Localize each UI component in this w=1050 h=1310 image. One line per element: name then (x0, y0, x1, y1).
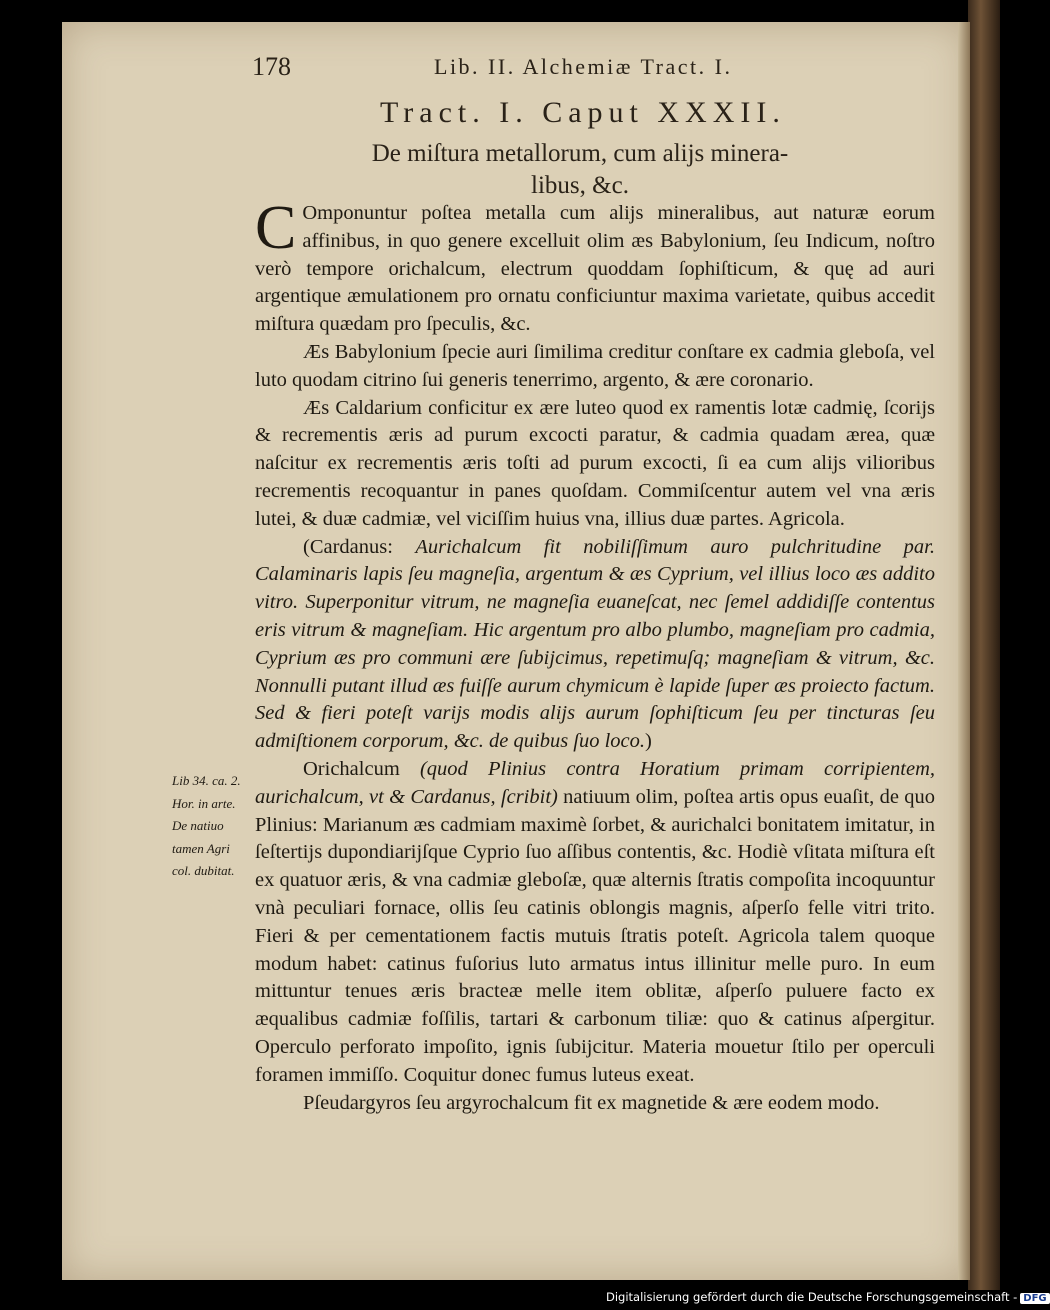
body-text (255, 194, 936, 1117)
paragraph-4-lead: (Cardanus: (303, 535, 416, 558)
paragraph-5 (255, 756, 935, 1090)
plinius-aside: (quod Plinius contra Horatium primam corripientem, aurichalcum, vt & Cardanus, ſcribit) (255, 757, 936, 808)
chapter-title: Tract. I. Caput XXXII. (380, 96, 786, 129)
paragraph-5-lead: Orichalcum (303, 757, 420, 780)
paragraph-1 (255, 194, 935, 339)
paragraph-4 (255, 534, 935, 756)
subtitle-line-1: De miſtura metallorum, cum alijs minera- (371, 140, 789, 167)
paragraph-1-text: Omponuntur poſtea metalla cum alijs mineralibus, aut naturæ eorum affinibus, in quo genere excelluit olim æs Babylonium, ſeu Indicum, noſtro verò tempore orichalcum, electrum quoddam ſophiſticum, & quę ad auri argentique æmulationem pro ornatu conficiuntur maxima varietate, quibus accedit miſtura quædam pro ſpeculis, &c. (255, 202, 935, 336)
paragraph-5-text: natiuum olim, poſtea artis opus euaſit, de quo Plinius: Marianum æs cadmiam maximè ſorbet, & aurichalci bonitatem imitatur, in ſeſtertijs dupondiarijſque Cyprio ſuo aſſibus contentis, &c. Hodiè vſitata miſtura eſt ex quatuor æris, & vna cadmiæ gleboſæ, quæ alternis ſtratis compoſita incoquuntur vnà peculiari fornace, ollis ſeu catinis oblongis magnis, aſperſo felle vitri trito. Fieri & per cementationem factis mutuis ſtratis poteſt. Agricola talem quoque modum habet: catinus fuſorius luto armatus intus illinitur melle puro. In eum mittuntur tenues æris bracteæ melle item oblitæ, aſperſo puluere facto ex æqualibus cadmiæ foſſilis, tartari & carbonum tiliæ: quo & catinus aſpergitur. Operculo perforato impoſito, ignis ſubijcitur. Materia mouetur ſtilo per operculi foramen immiſſo. Coquitur donec fumus luteus exeat. (255, 785, 935, 1086)
paragraph-6: Pſeudargyros ſeu argyrochalcum fit ex magnetide & ære eodem modo. (303, 1091, 880, 1114)
paragraph-3: Æs Caldarium conficitur ex ære luteo quod ex ramentis lotæ cadmię, ſcorijs & recrementis æris ad purum excocti paratur, & cadmia quadam ærea, quæ naſcitur ex recrementis æris toſti ad purum excocti, ſi ea cum alijs vilioribus recrementis recoquantur in panes quoſdam. Commiſcentur autem vel vna æris lutei, & duæ cadmiæ, vel viciſſim huius vna, illius duæ partes. Agricola. (255, 396, 935, 530)
book-spine (968, 0, 1000, 1290)
marginal-note: De natiuo (172, 818, 224, 833)
paragraph-2: Æs Babylonium ſpecie auri ſimilima creditur conſtare ex cadmia gleboſa, vel luto quodam citrino ſui generis tenerrimo, argento, & ære coronario. (255, 340, 935, 391)
marginal-note: Hor. in arte. (172, 795, 236, 811)
marginal-note: col. dubitat. (172, 863, 235, 878)
dfg-logo[interactable]: DFG (1020, 1293, 1049, 1304)
page-edge (958, 22, 970, 1280)
running-head: Lib. II. Alchemiæ Tract. I. (434, 54, 733, 79)
chapter-subtitle (340, 138, 820, 202)
marginal-notes (172, 770, 262, 883)
digitization-footer (606, 1290, 1050, 1304)
cardanus-quote: Aurichalcum fit nobiliſſimum auro pulchritudine par. Calaminaris lapis ſeu magneſia, argentum & æs Cyprium, vel illius loco æs addito vitro. Superponitur vitrum, ne magneſia euaneſcat, nec ſemel addidiſſe contentus eris vitrum & magneſiam. Hic argentum pro albo plumbo, magneſiam pro cadmia, Cyprium æs pro communi ære ſubijcimus, repetimuſq; magneſiam & vitrum, &c. Nonnulli putant illud æs fuiſſe aurum chymicum è lapide ſuper æs proiecto factum. Sed & fieri poteſt varijs modis alijs aurum ſophiſticum ſeu per tincturas ſeu admiſtionem corporum, &c. de quibus ſuo loco. (255, 535, 935, 753)
paragraph-4-end: ) (645, 730, 652, 753)
footer-credit: Digitalisierung gefördert durch die Deutsche Forschungsgemeinschaft - (606, 1290, 1018, 1304)
marginal-note: Lib 34. ca. 2. (172, 773, 241, 788)
marginal-note: tamen Agri (172, 840, 230, 856)
drop-cap: C (255, 194, 297, 262)
page-number: 178 (252, 52, 291, 81)
subtitle-line-2: libus, &c. (531, 172, 629, 199)
